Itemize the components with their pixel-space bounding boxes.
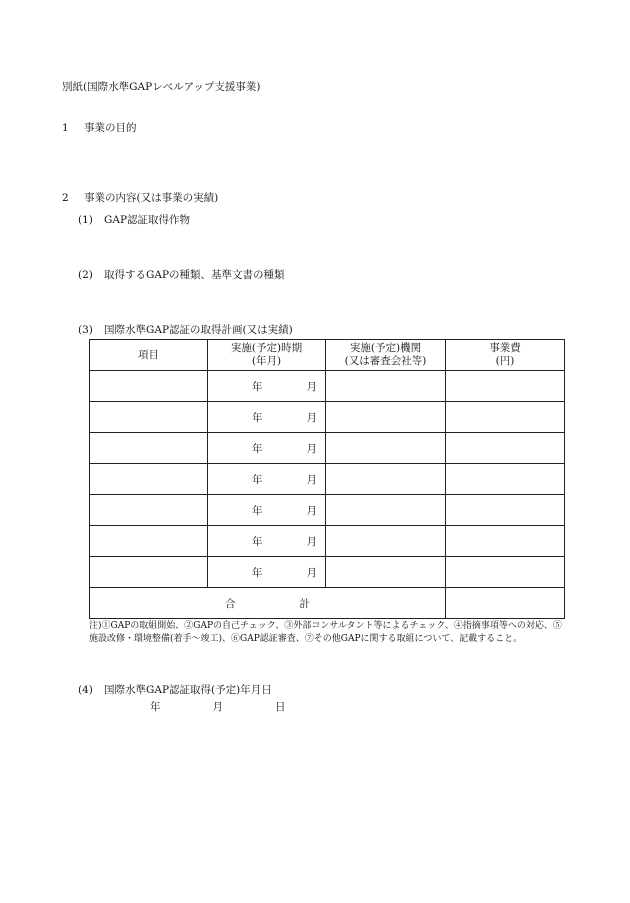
table-header-row bbox=[90, 340, 565, 371]
cell-item[interactable] bbox=[90, 464, 208, 495]
table-row bbox=[90, 526, 565, 557]
cell-cost[interactable] bbox=[446, 402, 565, 433]
cell-organization[interactable] bbox=[326, 495, 446, 526]
table-note: 注)①GAPの取組開始、②GAPの自己チェック、③外部コンサルタント等によるチェック、④指摘事項等への対応、⑤施設改修・環境整備(着手～竣工)、⑥GAP認証審査、⑦その他GAPに関する取組について、記載すること。 bbox=[89, 621, 562, 644]
item-1-label: GAP認証取得作物 bbox=[104, 214, 191, 226]
item-4-heading bbox=[78, 683, 272, 697]
item-3-label: 国際水準GAP認証の取得計画(又は実績) bbox=[104, 324, 293, 336]
document-title: 別紙(国際水準GAPレベルアップ支援事業) bbox=[62, 81, 261, 93]
cell-cost[interactable] bbox=[446, 557, 565, 588]
cell-cost[interactable] bbox=[446, 433, 565, 464]
cell-item[interactable] bbox=[90, 371, 208, 402]
acquisition-plan-table bbox=[89, 339, 565, 619]
cell-organization[interactable] bbox=[326, 526, 446, 557]
header-item: 項目 bbox=[90, 340, 208, 371]
section-2-heading bbox=[62, 191, 218, 205]
cell-organization[interactable] bbox=[326, 371, 446, 402]
section-2-number: 2 bbox=[62, 192, 69, 204]
cell-cost[interactable] bbox=[446, 495, 565, 526]
section-1-heading bbox=[62, 121, 137, 135]
date-year: 年 bbox=[150, 701, 161, 713]
cell-organization[interactable] bbox=[326, 402, 446, 433]
date-month: 月 bbox=[212, 701, 223, 713]
header-organization: 実施(予定)機関 (又は審査会社等) bbox=[326, 340, 446, 371]
cell-organization[interactable] bbox=[326, 557, 446, 588]
header-cost: 事業費 (円) bbox=[446, 340, 565, 371]
cell-item[interactable] bbox=[90, 526, 208, 557]
cell-item[interactable] bbox=[90, 495, 208, 526]
item-3-number: (3) bbox=[78, 324, 93, 336]
cell-organization[interactable] bbox=[326, 433, 446, 464]
table-row bbox=[90, 464, 565, 495]
date-day: 日 bbox=[275, 701, 286, 713]
cell-period[interactable]: 年 月 bbox=[208, 433, 326, 464]
section-1-label: 事業の目的 bbox=[84, 122, 137, 134]
item-2-number: (2) bbox=[78, 269, 93, 281]
table-total-row bbox=[90, 588, 565, 619]
acquisition-date bbox=[150, 699, 286, 714]
table-row bbox=[90, 371, 565, 402]
cell-item[interactable] bbox=[90, 433, 208, 464]
item-4-number: (4) bbox=[78, 684, 93, 696]
item-4-label: 国際水準GAP認証取得(予定)年月日 bbox=[104, 684, 272, 696]
cell-item[interactable] bbox=[90, 402, 208, 433]
cell-period[interactable]: 年 月 bbox=[208, 495, 326, 526]
header-period: 実施(予定)時期 (年月) bbox=[208, 340, 326, 371]
item-1-heading bbox=[78, 213, 190, 227]
table-row bbox=[90, 402, 565, 433]
cell-item[interactable] bbox=[90, 557, 208, 588]
cell-period[interactable]: 年 月 bbox=[208, 464, 326, 495]
item-3-heading bbox=[78, 323, 293, 337]
section-1-number: 1 bbox=[62, 122, 69, 134]
cell-cost[interactable] bbox=[446, 464, 565, 495]
cell-period[interactable]: 年 月 bbox=[208, 371, 326, 402]
total-label bbox=[90, 588, 446, 619]
cell-organization[interactable] bbox=[326, 464, 446, 495]
total-label-1: 合 bbox=[225, 597, 236, 610]
item-2-heading bbox=[78, 268, 285, 282]
section-2-label: 事業の内容(又は事業の実績) bbox=[84, 192, 219, 204]
cell-period[interactable]: 年 月 bbox=[208, 557, 326, 588]
table-row bbox=[90, 557, 565, 588]
total-label-2: 計 bbox=[299, 597, 310, 610]
item-1-number: (1) bbox=[78, 214, 93, 226]
cell-period[interactable]: 年 月 bbox=[208, 526, 326, 557]
table-row bbox=[90, 433, 565, 464]
cell-cost[interactable] bbox=[446, 371, 565, 402]
cell-cost[interactable] bbox=[446, 526, 565, 557]
cell-period[interactable]: 年 月 bbox=[208, 402, 326, 433]
cell-total-cost[interactable] bbox=[446, 588, 565, 619]
table-row bbox=[90, 495, 565, 526]
item-2-label: 取得するGAPの種類、基準文書の種類 bbox=[104, 269, 285, 281]
